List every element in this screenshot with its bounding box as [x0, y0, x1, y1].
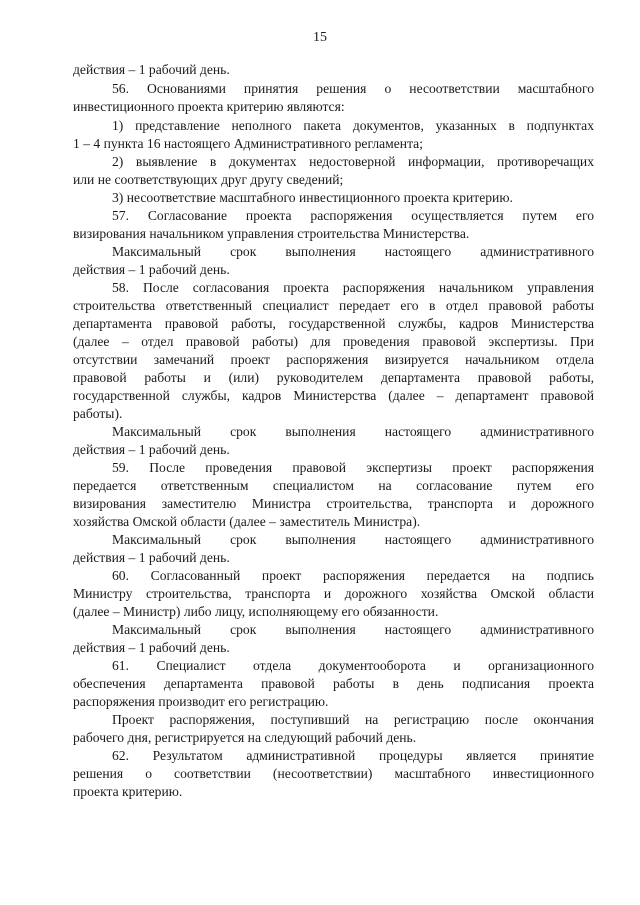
text-line: обеспечения департамента правовой работы в день подписания проекта	[73, 676, 594, 691]
text-line: или не соответствующих друг другу сведений;	[73, 172, 344, 187]
text-line: 61. Специалист отдела документооборота и организационного	[112, 658, 594, 673]
text-line: Максимальный срок выполнения настоящего административного	[112, 424, 594, 439]
text-line: визирования заместителю Министра строительства, транспорта и дорожного	[73, 496, 594, 511]
text-line: 59. После проведения правовой экспертизы проект распоряжения	[112, 460, 594, 475]
text-line: государственной службы, кадров Министерства (далее – департамент правовой	[73, 388, 594, 403]
text-line: Максимальный срок выполнения настоящего административного	[112, 244, 594, 259]
text-line: 62. Результатом административной процедуры является принятие	[112, 748, 594, 763]
text-line: 56. Основаниями принятия решения о несоответствии масштабного	[112, 81, 594, 96]
text-line: действия – 1 рабочий день.	[73, 640, 230, 655]
page-number: 15	[313, 30, 327, 45]
text-line: Максимальный срок выполнения настоящего административного	[112, 622, 594, 637]
text-line: Министру строительства, транспорта и дорожного хозяйства Омской области	[73, 586, 594, 601]
text-line: отсутствии замечаний проект распоряжения визируется начальником отдела	[73, 352, 594, 367]
text-line: 57. Согласование проекта распоряжения осуществляется путем его	[112, 208, 594, 223]
text-line: (далее – отдел правовой работы) для проведения правовой экспертизы. При	[73, 334, 594, 349]
text-line: правовой работы и (или) руководителем департамента правовой работы,	[73, 370, 594, 385]
text-line: действия – 1 рабочий день.	[73, 62, 230, 77]
text-line: действия – 1 рабочий день.	[73, 550, 230, 565]
text-line: решения о соответствии (несоответствии) масштабного инвестиционного	[73, 766, 594, 781]
text-line: 2) выявление в документах недостоверной информации, противоречащих	[112, 154, 594, 169]
text-line: действия – 1 рабочий день.	[73, 442, 230, 457]
text-line: департамента правовой работы, государственной службы, кадров Министерства	[73, 316, 594, 331]
text-line: 60. Согласованный проект распоряжения передается на подпись	[112, 568, 594, 583]
text-line: 58. После согласования проекта распоряжения начальником управления	[112, 280, 594, 295]
text-line: хозяйства Омской области (далее – заместитель Министра).	[73, 514, 421, 529]
text-line: 3) несоответствие масштабного инвестиционного проекта критерию.	[112, 190, 513, 205]
text-line: 1 – 4 пункта 16 настоящего Административного регламента;	[73, 136, 423, 151]
text-line: проекта критерию.	[73, 784, 183, 799]
text-line: передается ответственным специалистом на согласование путем его	[73, 478, 594, 493]
text-line: рабочего дня, регистрируется на следующий рабочий день.	[73, 730, 417, 745]
text-line: работы).	[73, 406, 123, 421]
text-line: строительства ответственный специалист передает его в отдел правовой работы	[73, 298, 594, 313]
text-line: действия – 1 рабочий день.	[73, 262, 230, 277]
text-line: визирования начальником управления строительства Министерства.	[73, 226, 470, 241]
text-line: Максимальный срок выполнения настоящего административного	[112, 532, 594, 547]
text-line: (далее – Министр) либо лицу, исполняющему его обязанности.	[73, 604, 439, 619]
text-line: 1) представление неполного пакета документов, указанных в подпунктах	[112, 118, 594, 133]
text-line: инвестиционного проекта критерию являются:	[73, 99, 345, 114]
text-line: Проект распоряжения, поступивший на регистрацию после окончания	[112, 712, 594, 727]
text-line: распоряжения производит его регистрацию.	[73, 694, 329, 709]
